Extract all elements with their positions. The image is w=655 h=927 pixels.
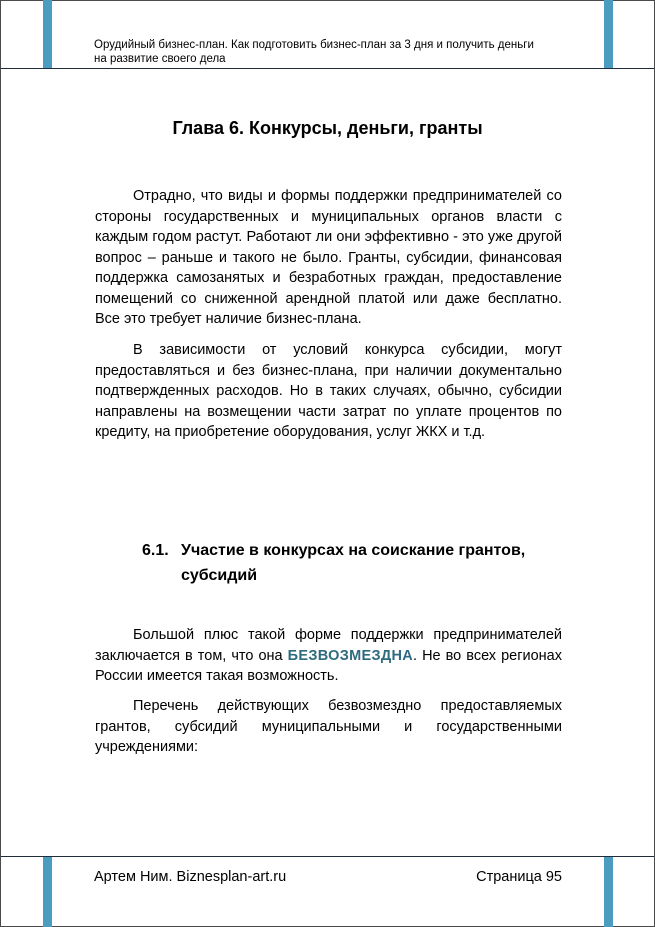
running-header-line2: на развитие своего дела <box>94 53 226 65</box>
footer-author: Артем Ним. Biznesplan-art.ru <box>94 869 287 885</box>
header-divider <box>1 68 654 69</box>
paragraph-1: Отрадно, что виды и формы поддержки предпринимателей со стороны государственных и муниципальных органов власти с каждым годом растут. Работают ли они эффективно - это уже другой вопрос – раньше и такого не было. Гранты, субсидии, финансовая поддержка самозанятых и безработных граждан, предоставление помещений со сниженной арендной платой или даже бесплатно. Все это требует наличие бизнес-плана. <box>95 188 562 327</box>
paragraph-3-text-after: . Не во всех регионах России имеется такая возможность. <box>95 647 562 684</box>
page-number: Страница 95 <box>476 869 562 885</box>
header-right-bar <box>604 0 613 68</box>
paragraph-4: Перечень действующих безвозмездно предоставляемых грантов, субсидий муниципальными и государственными учреждениями: <box>95 698 562 755</box>
paragraph-3 <box>95 625 562 687</box>
paragraph-2: В зависимости от условий конкурса субсидии, могут предоставляться и без бизнес-плана, при наличии документально подтвержденных расходов. Но в таких случаях, обычно, субсидии направлены на возмещении части затрат по уплате процентов по кредиту, на приобретение оборудования, услуг ЖКХ и т.д. <box>95 342 562 440</box>
section-title-line2: субсидий <box>181 567 258 584</box>
section-number: 6.1. <box>142 542 169 559</box>
running-header-line1: Орудийный бизнес-план. Как подготовить бизнес-план за 3 дня и получить деньги <box>94 39 534 51</box>
footer-left-bar <box>43 857 52 927</box>
paragraph-3-text-before: Большой плюс такой форме поддержки предпринимателей заключается в том, что она <box>95 627 562 664</box>
chapter-title: Глава 6. Конкурсы, деньги, гранты <box>172 118 483 138</box>
running-header <box>94 38 564 66</box>
emphasis-free-of-charge: БЕЗВОЗМЕЗДНА <box>287 647 414 664</box>
footer-right-bar <box>604 857 613 927</box>
section-heading <box>142 538 572 588</box>
section-title-line1: Участие в конкурсах на соискание грантов, <box>181 542 526 559</box>
footer-divider <box>1 856 654 857</box>
header-left-bar <box>43 0 52 68</box>
